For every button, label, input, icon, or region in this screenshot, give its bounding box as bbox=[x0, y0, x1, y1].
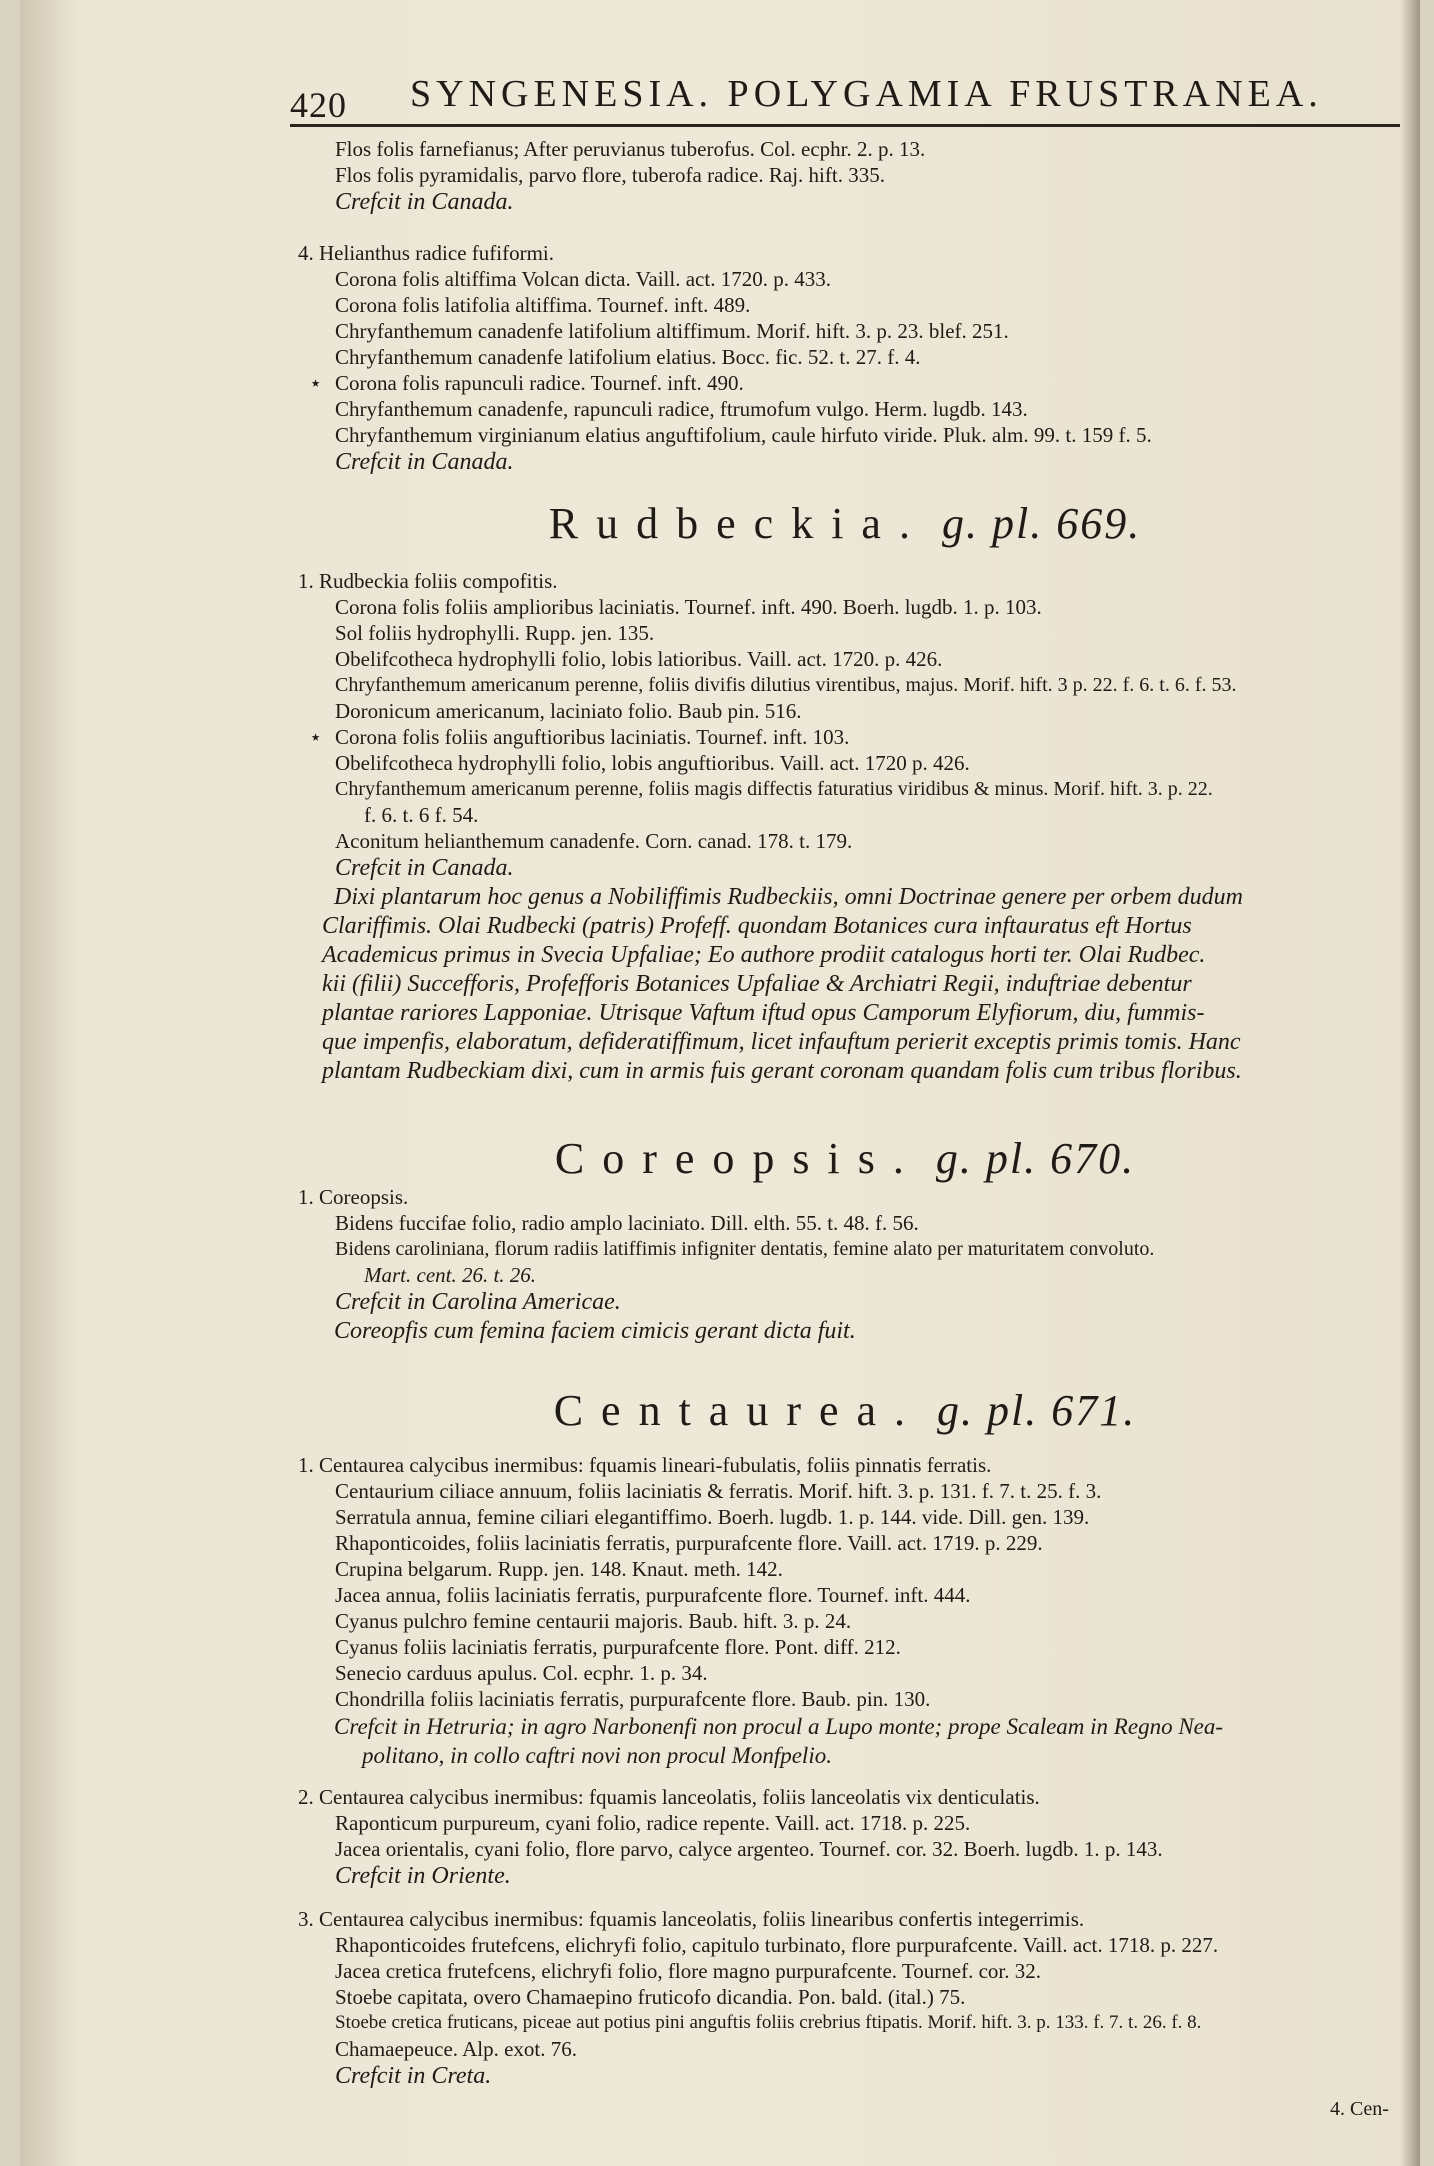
running-header bbox=[290, 62, 1400, 130]
synonym-line: Chamaepeuce. Alp. exot. 76. bbox=[335, 2037, 578, 2061]
synonym-line-continued: f. 6. t. 6 f. 54. bbox=[364, 803, 479, 827]
synonym-line: Corona folis latifolia altiffima. Tournef. inft. 489. bbox=[335, 293, 751, 317]
entry-centaurea-1 bbox=[290, 1452, 1400, 1770]
entry-helianthus-4 bbox=[290, 240, 1400, 477]
habitat-line: Crefcit in Carolina Americae. bbox=[335, 1289, 621, 1315]
catchword: 4. Cen- bbox=[1330, 2098, 1389, 2120]
synonym-line: Chryfanthemum canadenfe latifolium elatius. Bocc. fic. 52. t. 27. f. 4. bbox=[335, 345, 921, 369]
synonym-line: Jacea cretica frutefcens, elichryfi folio, flore magno purpurafcente. Tournef. cor. 32. bbox=[335, 1959, 1041, 1983]
synonym-line: Doronicum americanum, laciniato folio. Baub pin. 516. bbox=[335, 699, 802, 723]
synonym-line: Crupina belgarum. Rupp. jen. 148. Knaut. meth. 142. bbox=[335, 1557, 783, 1581]
habitat-line: Crefcit in Canada. bbox=[335, 449, 514, 475]
etymology-note-line: Dixi plantarum hoc genus a Nobiliffimis Rudbeckiis, omni Doctrinae genere per orbem dudum bbox=[334, 884, 1243, 910]
synonym-line: Bidens caroliniana, florum radiis latiffimis infigniter dentatis, femine alato per maturitatem convoluto. bbox=[335, 1238, 1155, 1260]
synonym-text: Corona folis foliis anguftioribus laciniatis. Tournef. inft. 103. bbox=[335, 725, 850, 749]
genus-name: Coreopsis. bbox=[554, 1134, 922, 1183]
species-heading: 4. Helianthus radice fufiformi. bbox=[298, 241, 554, 265]
genus-reference: g. pl. 671. bbox=[937, 1386, 1137, 1435]
synonym-line: Raponticum purpureum, cyani folio, radice repente. Vaill. act. 1718. p. 225. bbox=[335, 1811, 971, 1835]
synonym-line: Cyanus pulchro femine centaurii majoris. Baub. hift. 3. p. 24. bbox=[335, 1609, 852, 1633]
genus-heading-coreopsis bbox=[290, 1132, 1400, 1186]
synonym-line: Chryfanthemum canadenfe latifolium altiffimum. Morif. hift. 3. p. 23. blef. 251. bbox=[335, 319, 1009, 343]
synonym-line: Bidens fuccifae folio, radio amplo laciniato. Dill. elth. 55. t. 48. f. 56. bbox=[335, 1211, 919, 1235]
synonym-line: Sol foliis hydrophylli. Rupp. jen. 135. bbox=[335, 621, 655, 645]
etymology-note-line: Clariffimis. Olai Rudbecki (patris) Profeff. quondam Botanices cura inftauratus eft Hortus bbox=[322, 913, 1192, 939]
etymology-note-line: plantam Rudbeckiam dixi, cum in armis fuis gerant coronam quandam folis cum tribus floribus. bbox=[322, 1058, 1242, 1084]
synonym-line: Corona folis altiffima Volcan dicta. Vaill. act. 1720. p. 433. bbox=[335, 267, 831, 291]
genus-heading-centaurea bbox=[290, 1384, 1400, 1438]
genus-reference: g. pl. 670. bbox=[935, 1134, 1136, 1183]
synonym-line: Chryfanthemum americanum perenne, foliis divifis dilutius virentibus, majus. Morif. hift. 3 p. 22. f. 6. t. 6. f. 53. bbox=[335, 674, 1237, 696]
synonym-line: Rhaponticoides frutefcens, elichryfi folio, capitulo turbinato, flore purpurafcente. Vaill. act. 1718. p. 227. bbox=[335, 1933, 1219, 1957]
entry-centaurea-2 bbox=[290, 1784, 1400, 1891]
synonym-line: Stoebe capitata, overo Chamaepino fruticofo dicandia. Pon. bald. (ital.) 75. bbox=[335, 1985, 966, 2009]
synonym-line: Centaurium ciliace annuum, foliis laciniatis & ferratis. Morif. hift. 3. p. 131. f. 7. t. 25. f. 3. bbox=[335, 1479, 1102, 1503]
habitat-line: Crefcit in Oriente. bbox=[335, 1863, 511, 1889]
synonym-line: Obelifcotheca hydrophylli folio, lobis latioribus. Vaill. act. 1720. p. 426. bbox=[335, 647, 943, 671]
habitat-line: Crefcit in Creta. bbox=[335, 2063, 492, 2089]
header-rule bbox=[290, 124, 1400, 127]
running-title: SYNGENESIA. POLYGAMIA FRUSTRANEA. bbox=[410, 73, 1323, 115]
synonym-line: Corona folis foliis amplioribus laciniatis. Tournef. inft. 490. Boerh. lugdb. 1. p. 103. bbox=[335, 595, 1042, 619]
species-heading: 1. Rudbeckia foliis compofitis. bbox=[298, 569, 558, 593]
synonym-line: Flos folis pyramidalis, parvo flore, tuberofa radice. Raj. hift. 335. bbox=[335, 163, 885, 187]
etymology-note-line: plantae rariores Lapponiae. Utrisque Vaftum iftud opus Camporum Elyfiorum, diu, fummis- bbox=[322, 1000, 1205, 1026]
habitat-line: Crefcit in Canada. bbox=[335, 189, 514, 215]
species-heading: 2. Centaurea calycibus inermibus: fquamis lanceolatis, foliis lanceolatis vix denticulatis. bbox=[298, 1785, 1040, 1809]
etymology-note-line: kii (filii) Succefforis, Profefforis Botanices Upfaliae & Archiatri Regii, induftriae debentur bbox=[322, 971, 1192, 997]
entry-rudbeckia-1 bbox=[290, 568, 1400, 1086]
page-number: 420 bbox=[290, 85, 347, 125]
species-heading: 1. Coreopsis. bbox=[298, 1185, 409, 1209]
species-heading: 1. Centaurea calycibus inermibus: fquamis lineari-fubulatis, foliis pinnatis ferratis. bbox=[298, 1453, 992, 1477]
etymology-note-line: que impenfis, elaboratum, defideratiffimum, licet infauftum perierit exceptis primis tomis. Hanc bbox=[322, 1029, 1241, 1055]
synonym-line: Rhaponticoides, foliis laciniatis ferratis, purpurafcente flore. Vaill. act. 1719. p. 229. bbox=[335, 1531, 1043, 1555]
synonym-line: Jacea orientalis, cyani folio, flore parvo, calyce argenteo. Tournef. cor. 32. Boerh. lugdb. 1. p. 143. bbox=[335, 1837, 1163, 1861]
synonym-line: Chryfanthemum virginianum elatius anguftifolium, caule hirfuto viride. Pluk. alm. 99. t. 159 f. 5. bbox=[335, 423, 1152, 447]
etymology-note-line: Academicus primus in Svecia Upfaliae; Eo authore prodiit catalogus horti ter. Olai Rudbec. bbox=[322, 942, 1206, 968]
species-heading: 3. Centaurea calycibus inermibus: fquamis lanceolatis, foliis linearibus confertis integerrimis. bbox=[298, 1907, 1085, 1931]
genus-name: Centaurea. bbox=[553, 1386, 924, 1435]
synonym-line-starred: ⋆ Corona folis rapunculi radice. Tournef. inft. 490. bbox=[309, 371, 744, 395]
entry-centaurea-3 bbox=[290, 1906, 1400, 2091]
synonym-line: Chryfanthemum canadenfe, rapunculi radice, ftrumofum vulgo. Herm. lugdb. 143. bbox=[335, 397, 1028, 421]
synonym-line: Aconitum helianthemum canadenfe. Corn. canad. 178. t. 179. bbox=[335, 829, 853, 853]
book-page bbox=[20, 0, 1420, 2166]
synonym-line: Jacea annua, foliis laciniatis ferratis, purpurafcente flore. Tournef. inft. 444. bbox=[335, 1583, 971, 1607]
habitat-line: Crefcit in Canada. bbox=[335, 855, 514, 881]
habitat-line-continued: politano, in collo caftri novi non procul Monfpelio. bbox=[362, 1743, 832, 1768]
synonym-line: Obelifcotheca hydrophylli folio, lobis anguftioribus. Vaill. act. 1720 p. 426. bbox=[335, 751, 970, 775]
habitat-line: Crefcit in Hetruria; in agro Narbonenfi non procul a Lupo monte; prope Scaleam in Regno Nea- bbox=[334, 1714, 1224, 1739]
entry-continuation bbox=[290, 136, 1400, 217]
synonym-line: Cyanus foliis laciniatis ferratis, purpurafcente flore. Pont. diff. 212. bbox=[335, 1635, 901, 1659]
synonym-line: Chondrilla foliis laciniatis ferratis, purpurafcente flore. Baub. pin. 130. bbox=[335, 1687, 931, 1711]
entry-coreopsis-1 bbox=[290, 1184, 1400, 1346]
synonym-line: Flos folis farnefianus; After peruvianus tuberofus. Col. ecphr. 2. p. 13. bbox=[335, 137, 926, 161]
synonym-line: Serratula annua, femine ciliari elegantiffimo. Boerh. lugdb. 1. p. 144. vide. Dill. gen. 139. bbox=[335, 1505, 1090, 1529]
genus-heading-rudbeckia bbox=[290, 497, 1400, 551]
synonym-line: Senecio carduus apulus. Col. ecphr. 1. p. 34. bbox=[335, 1661, 708, 1685]
synonym-text: Corona folis rapunculi radice. Tournef. inft. 490. bbox=[335, 371, 744, 395]
genus-name: Rudbeckia. bbox=[548, 499, 928, 548]
genus-reference: g. pl. 669. bbox=[941, 499, 1142, 548]
synonym-line-continued: Mart. cent. 26. t. 26. bbox=[364, 1263, 537, 1287]
synonym-line: Stoebe cretica fruticans, piceae aut potius pini anguftis foliis crebrius ftipatis. Morif. hift. 3. p. 133. f. 7. t. 26. f. 8. bbox=[335, 2012, 1202, 2033]
synonym-line-starred: ⋆ Corona folis foliis anguftioribus laciniatis. Tournef. inft. 103. bbox=[309, 725, 850, 749]
synonym-line: Chryfanthemum americanum perenne, foliis magis diffectis faturatius viridibus & minus. Morif. hift. 3. p. 22. bbox=[335, 778, 1213, 800]
etymology-note-line: Coreopfis cum femina faciem cimicis gerant dicta fuit. bbox=[334, 1318, 856, 1344]
